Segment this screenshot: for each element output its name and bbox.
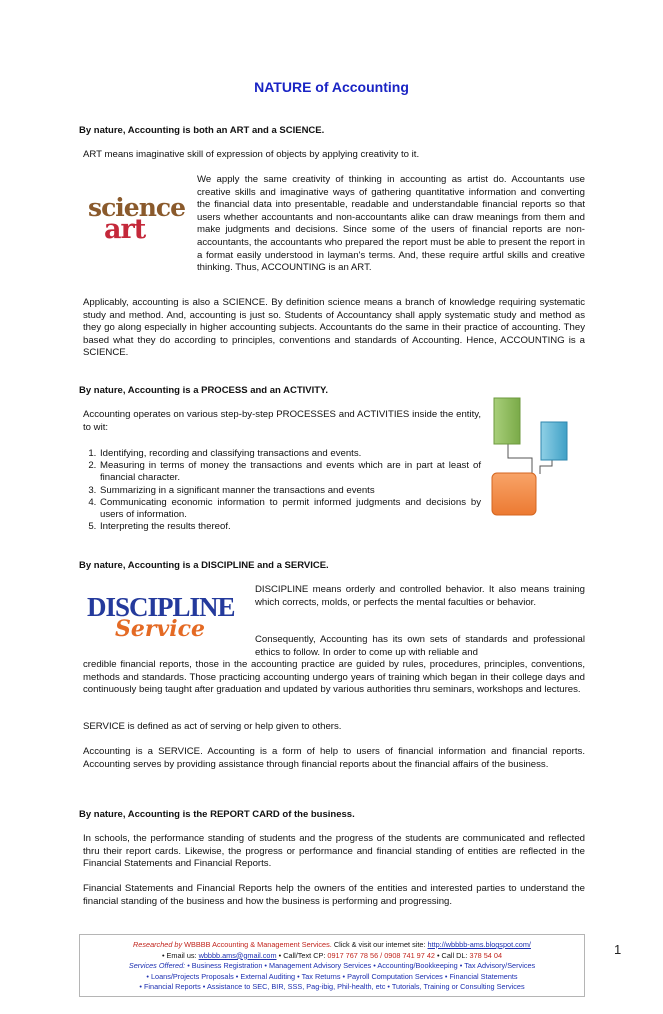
- page-title: NATURE of Accounting: [254, 79, 409, 95]
- art-definition: ART means imaginative skill of expression of objects by applying creativity to it.: [83, 149, 420, 160]
- section-heading-report-card: By nature, Accounting is the REPORT CARD of the business.: [79, 809, 355, 820]
- cp-label: • Call/Text CP:: [278, 950, 326, 960]
- footer-line-2: [80, 951, 584, 962]
- page-number: 1: [614, 942, 622, 957]
- service-paragraph: Accounting is a SERVICE. Accounting is a form of help to users of financial information and financial reports. Accounting serves by providing assistance through financial reports about the financial affairs of the business.: [83, 746, 585, 770]
- service-definition: SERVICE is defined as act of serving or help given to others.: [83, 721, 342, 732]
- science-word: science: [88, 193, 186, 222]
- list-item: 2. Measuring in terms of money the transactions and events which are in part at least of financial character.: [99, 460, 481, 484]
- discipline-logo-word: DISCIPLINE: [87, 592, 235, 622]
- website-link[interactable]: http://wbbbb-ams.blogspot.com/: [427, 940, 531, 949]
- process-steps-list: [85, 448, 481, 533]
- art-word: art: [104, 214, 146, 245]
- process-flow-diagram: [490, 396, 572, 520]
- art-paragraph: We apply the same creativity of thinking in accounting as artist do. Accountants use creative skills and imaginative ways of gathering quantitative information and converting the financial data into presentable, readable and understandable financial reports so that users whether accountants and non-accountants alike can draw meanings from them and make judgments and decisions. Since some of the users of financial reports are non-accountants, the accountants who prepared the report must be able to present the report in a format easily understood in layman's terms. And, these require artful skills and creative thinking. Thus, ACCOUNTING is an ART.: [197, 174, 585, 274]
- footer-box: [79, 934, 585, 997]
- section-heading-art-science: By nature, Accounting is both an ART and a SCIENCE.: [79, 125, 325, 136]
- researched-by-label: Researched by: [133, 940, 183, 949]
- click-visit-text: Click & visit our internet site:: [333, 940, 426, 949]
- science-art-image: [85, 193, 186, 258]
- footer-line-1: [80, 940, 584, 951]
- email-label: • Email us:: [161, 950, 197, 960]
- services-offered-label: Services Offered:: [128, 961, 186, 970]
- section-heading-discipline-service: By nature, Accounting is a DISCIPLINE and a SERVICE.: [79, 560, 329, 571]
- consequently-paragraph-start: Consequently, Accounting has its own sets of standards and professional ethics to follow. In order to come up with reliable and: [255, 634, 585, 658]
- discipline-paragraph: DISCIPLINE means orderly and controlled behavior. It also means training which corrects, molds, or perfects the mental faculties or behavior.: [255, 584, 585, 608]
- company-name: WBBBB Accounting & Management Services.: [184, 940, 332, 949]
- list-item: 3. Summarizing in a significant manner the transactions and events: [99, 485, 481, 497]
- financial-statements-paragraph: Financial Statements and Financial Reports help the owners of the entities and interested parties to understand the financial standing of the business and how the business is performing and progressing.: [83, 883, 585, 907]
- footer-line-3: [80, 961, 584, 972]
- process-intro: Accounting operates on various step-by-step PROCESSES and ACTIVITIES inside the entity, to wit:: [83, 409, 481, 433]
- service-logo-word: Service: [115, 616, 206, 642]
- science-paragraph: Applicably, accounting is also a SCIENCE. By definition science means a branch of knowledge requiring systematic study and method. And, accounting is just so. Students of Accountancy shall apply systematic study and method as they go along especially in higher accounting subjects. Accountants do the same in their practice of accounting. They based what they do according to principles, conventions and standards of Accounting. Hence, ACCOUNTING is a SCIENCE.: [83, 297, 585, 359]
- services-list-1: • Business Registration • Management Advisory Services • Accounting/Bookkeeping • Tax Advisory/Services: [185, 961, 536, 970]
- section-heading-process-activity: By nature, Accounting is a PROCESS and an ACTIVITY.: [79, 385, 328, 396]
- services-list-2: • Loans/Projects Proposals • External Auditing • Tax Returns • Payroll Computation Services • Financial Statements: [146, 971, 518, 981]
- dl-number: 378 54 04: [469, 950, 503, 960]
- list-item: 4. Communicating economic information to permit informed judgments and decisions by users of information.: [99, 497, 481, 521]
- list-item: 5. Interpreting the results thereof.: [99, 521, 481, 533]
- dl-label: • Call DL:: [436, 950, 468, 960]
- cp-numbers: 0917 767 78 56 / 0908 741 97 42: [327, 950, 435, 960]
- report-card-paragraph: In schools, the performance standing of students and the progress of the students are communicated and reflected thru their report cards. Likewise, the progress or performance and financial standing of entities are reflected in the Financial Statements and Financial Reports.: [83, 833, 585, 870]
- list-item: 1. Identifying, recording and classifying transactions and events.: [99, 448, 481, 460]
- consequently-paragraph-end: credible financial reports, those in the accounting practice are guided by rules, procedures, principles, conventions, methods and standards. Those practicing accounting undergo years of training which began in their college days and continuously being taught after graduation and updated by various authorities thru seminars, workshops and lectures.: [83, 659, 585, 696]
- services-list-3: • Financial Reports • Assistance to SEC, BIR, SSS, Pag-ibig, Phil-health, etc • Tutorials, Training or Consulting Services: [139, 982, 525, 991]
- email-link[interactable]: wbbbb.ams@gmail.com: [198, 950, 277, 960]
- discipline-service-logo: [87, 592, 237, 644]
